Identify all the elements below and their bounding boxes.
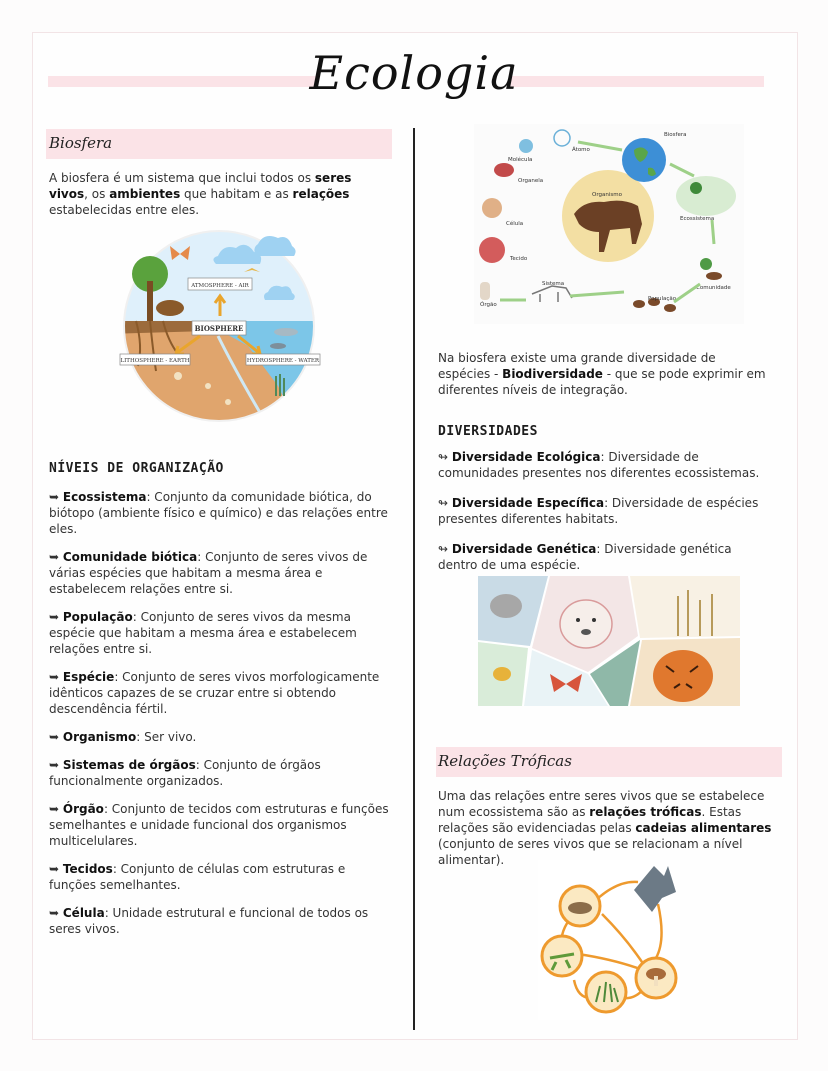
hydrosphere-label: HYDROSPHERE - WATER bbox=[246, 358, 320, 364]
diversidade-item: ↬ Diversidade Específica: Diversidade de espécies presentes diferentes habitats. bbox=[438, 496, 759, 526]
collage-panel-flowers bbox=[630, 576, 740, 638]
atmosphere-label: ATMOSPHERE - AIR bbox=[191, 283, 249, 289]
niveis-item: ➥ Ecossistema: Conjunto da comunidade biótica, do biótopo (ambiente físico e químico) e das relações entre eles. bbox=[49, 490, 388, 536]
organelle-icon bbox=[494, 163, 514, 177]
biosfera-heading: Biosfera bbox=[49, 134, 113, 152]
page-title: Ecologia bbox=[309, 46, 519, 100]
niveis-item: ➥ Órgão: Conjunto de tecidos com estruturas e funções semelhantes e unidade funcional dos organismos multicelulares. bbox=[49, 802, 389, 848]
rock-icon bbox=[225, 399, 231, 405]
bee-icon bbox=[493, 667, 511, 681]
food-web-illustration bbox=[538, 860, 680, 1020]
fish-icon-2 bbox=[270, 343, 286, 349]
molecule-icon bbox=[519, 139, 533, 153]
diversidade-item: ↬ Diversidade Ecológica: Diversidade de comunidades presentes nos diferentes ecossistemas. bbox=[438, 450, 760, 480]
ecosystem-tree-icon bbox=[690, 182, 702, 194]
niveis-item: ➥ População: Conjunto de seres vivos da mesma espécie que habitam a mesma área e estabelecem relações entre si. bbox=[49, 610, 357, 656]
biosphere-illustration bbox=[108, 226, 330, 426]
fossil-icon bbox=[174, 372, 182, 380]
label-celula: Célula bbox=[506, 221, 524, 227]
relacoes-heading: Relações Tróficas bbox=[438, 752, 572, 770]
cloud-icon-2 bbox=[254, 236, 295, 256]
biosfera-paragraph: A biosfera é um sistema que inclui todos os seres vivos, os ambientes que habitam e as relações estabelecidas entre eles. bbox=[49, 171, 352, 217]
diversidades-list bbox=[438, 449, 768, 585]
label-organela: Organela bbox=[518, 178, 544, 184]
bear-icon bbox=[156, 300, 184, 316]
community-animal-icon bbox=[706, 272, 722, 280]
biodiversity-collage bbox=[478, 576, 740, 706]
tiger-icon bbox=[653, 650, 713, 702]
bird-collage-icon bbox=[490, 594, 522, 618]
biodiversidade-paragraph: Na biosfera existe uma grande diversidade de espécies - Biodiversidade - que se pode exprimir em diferentes níveis de integração. bbox=[438, 351, 766, 397]
community-icon bbox=[700, 258, 712, 270]
label-biosfera: Biosfera bbox=[664, 132, 687, 138]
label-ecossistema: Ecossistema bbox=[680, 216, 715, 222]
diversidades-heading: DIVERSIDADES bbox=[438, 424, 538, 439]
label-atomo: Átomo bbox=[572, 147, 590, 153]
label-comunidade: Comunidade bbox=[696, 285, 731, 291]
ecosystem-icon bbox=[676, 176, 736, 216]
polar-bear-icon bbox=[560, 600, 612, 648]
bone-icon bbox=[205, 383, 211, 389]
label-organismo: Organismo bbox=[592, 192, 622, 198]
population-icon bbox=[633, 300, 645, 308]
fish-icon bbox=[274, 328, 298, 336]
label-molecula: Molécula bbox=[508, 157, 533, 163]
label-orgao: Órgão bbox=[480, 302, 497, 308]
organ-icon bbox=[480, 282, 490, 300]
biosphere-label: BIOSPHERE bbox=[194, 324, 244, 333]
niveis-list bbox=[49, 489, 389, 949]
relacoes-paragraph: Uma das relações entre seres vivos que se estabelece num ecossistema são as relações tróficas. Estas relações são evidenciadas pelas cadeias alimentares (conjunto de seres vivos que se relacionam a nível alimentar). bbox=[438, 789, 772, 867]
cell-icon bbox=[482, 198, 502, 218]
label-tecido: Tecido bbox=[510, 256, 528, 262]
label-populacao: População bbox=[648, 296, 677, 302]
niveis-item: ➥ Sistemas de órgãos: Conjunto de órgãos funcionalmente organizados. bbox=[49, 758, 321, 788]
niveis-item: ➥ Espécie: Conjunto de seres vivos morfologicamente idênticos capazes de se cruzar entre si obtendo descendência fértil. bbox=[49, 670, 380, 716]
niveis-heading: NÍVEIS DE ORGANIZAÇÃO bbox=[49, 461, 224, 476]
niveis-item: ➥ Organismo: Ser vivo. bbox=[49, 730, 197, 744]
hedgehog-icon bbox=[568, 902, 592, 914]
column-divider bbox=[413, 128, 415, 1030]
organization-levels-diagram bbox=[474, 124, 744, 324]
niveis-item: ➥ Tecidos: Conjunto de células com estruturas e funções semelhantes. bbox=[49, 862, 346, 892]
niveis-item: ➥ Comunidade biótica: Conjunto de seres vivos de várias espécies que habitam a mesma área e estabelecem relações entre si. bbox=[49, 550, 368, 596]
lithosphere-label: LITHOSPHERE - EARTH bbox=[120, 358, 190, 364]
population-icon-3 bbox=[664, 304, 676, 312]
tissue-icon bbox=[479, 237, 505, 263]
label-sistema: Sistema bbox=[542, 281, 565, 287]
niveis-item: ➥ Célula: Unidade estrutural e funcional de todos os seres vivos. bbox=[49, 906, 369, 936]
diversidade-item: ↬ Diversidade Genética: Diversidade genética dentro de uma espécie. bbox=[438, 542, 732, 572]
globe-icon bbox=[622, 138, 666, 182]
